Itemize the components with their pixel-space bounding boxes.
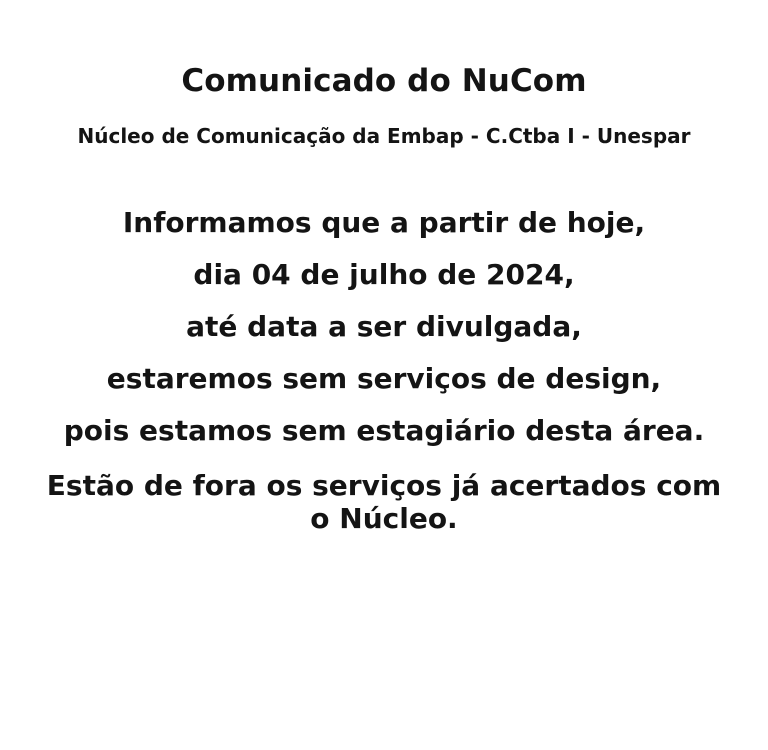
page-title: Comunicado do NuCom xyxy=(181,63,587,99)
notice-line: até data a ser divulgada, xyxy=(186,309,582,343)
notice-line: Informamos que a partir de hoje, xyxy=(122,205,646,239)
notice-line: estaremos sem serviços de design, xyxy=(106,361,662,395)
notice-line: pois estamos sem estagiário desta área. xyxy=(63,413,705,447)
notice-line: Estão de fora os serviços já acertados com o Núcleo. xyxy=(46,468,722,536)
notice-body xyxy=(24,205,744,536)
notice-line: dia 04 de julho de 2024, xyxy=(193,257,575,291)
page-subtitle: Núcleo de Comunicação da Embap - C.Ctba I - Unespar xyxy=(77,123,691,148)
